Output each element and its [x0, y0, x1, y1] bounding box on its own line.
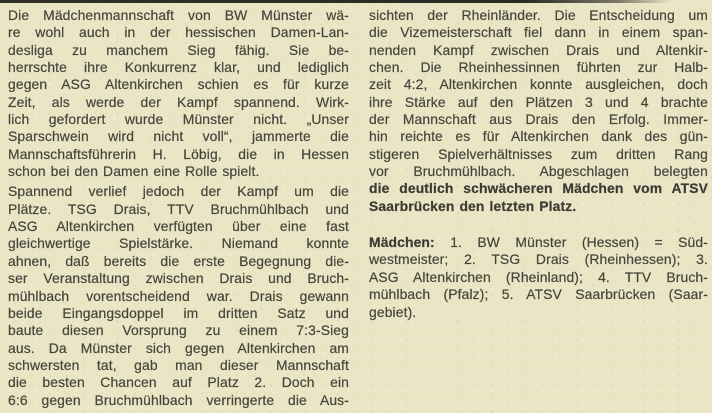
text-line [369, 180, 708, 197]
text-line [369, 111, 708, 128]
text-line [369, 163, 708, 180]
text-segment: ihre Stärke auf den Plätzen 3 und 4 brachte [369, 93, 708, 110]
bold-text-segment: Mädchen: [369, 234, 435, 251]
bold-text-segment: Saarbrücken den letzten Platz. [369, 197, 577, 214]
text-line [8, 270, 349, 287]
text-line [369, 24, 708, 41]
text-line [369, 94, 708, 111]
text-line [8, 128, 349, 145]
text-line [8, 7, 349, 24]
text-segment: mühlbach (Pfalz); 5. ATSV Saarbrücken (Saar- [369, 286, 708, 303]
top-rule [0, 0, 672, 3]
text-line [8, 163, 349, 180]
text-segment: zeit 4:2, Altenkirchen konnte ausgleichen, doch [369, 76, 708, 93]
text-line [8, 183, 349, 200]
text-line [369, 286, 708, 303]
paragraph [8, 7, 349, 180]
text-segment: Zeit, als werde der Kampf spannend. Wirk- [8, 93, 349, 110]
text-line [8, 218, 349, 235]
paragraph [8, 183, 349, 408]
bold-text-segment: die deutlich schwächeren Mädchen vom ATSV [369, 180, 708, 197]
paragraph [369, 234, 708, 321]
text-segment: beide Eingangsdoppel im dritten Satz und [8, 304, 349, 321]
paragraph [369, 7, 708, 215]
text-line [369, 198, 708, 215]
text-line [8, 76, 349, 93]
text-line [8, 305, 349, 322]
text-line [8, 340, 349, 357]
text-segment: herrschte ihre Konkurrenz klar, und lediglich [8, 59, 349, 76]
text-line [8, 322, 349, 339]
text-segment: aus. Da Münster sich gegen Altenkirchen am [8, 339, 349, 356]
text-line [369, 146, 708, 163]
text-line [8, 42, 349, 59]
text-line [369, 128, 708, 145]
text-line [369, 269, 708, 286]
text-segment: gegen ASG Altenkirchen schien es für kurze [8, 76, 349, 93]
text-segment: gebiet). [369, 303, 417, 320]
text-line [369, 234, 708, 251]
text-segment: der Mannschaft aus Drais den Erfolg. Immer- [369, 111, 708, 128]
text-segment: 6:6 gegen Bruchmühlbach verringerte die Aus- [8, 391, 349, 408]
text-line [8, 59, 349, 76]
text-line [369, 251, 708, 268]
text-line [369, 304, 708, 321]
text-line [8, 374, 349, 391]
text-segment: lich gefordert wurde Münster nicht. „Unser [8, 111, 349, 128]
text-column-right [369, 7, 708, 409]
text-segment: baute diesen Vorsprung zu einem 7:3-Sieg [8, 322, 349, 339]
text-segment: westmeister; 2. TSG Drais (Rheinhessen); 3. [369, 251, 708, 268]
text-line [369, 59, 708, 76]
text-segment: die Vizemeisterschaft fiel dann in einem span- [369, 24, 708, 41]
text-line [369, 42, 708, 59]
text-segment: Spannend verlief jedoch der Kampf um die [8, 183, 349, 200]
text-segment: Die Mädchenmannschaft von BW Münster wä- [8, 7, 349, 23]
text-segment: Plätze. TSG Drais, TTV Bruchmühlbach und [8, 200, 349, 217]
text-segment: gleichwertige Spielstärke. Niemand konnte [8, 235, 349, 252]
text-segment: hin reichte es für Altenkirchen dank des gün- [369, 128, 708, 145]
text-line [369, 7, 708, 24]
text-segment: sichten der Rheinländer. Die Entscheidung um [369, 7, 708, 23]
text-segment: nenden Kampf zwischen Drais und Altenkir- [369, 41, 708, 58]
text-segment: Sparschwein wird nicht voll“, jammerte die [8, 128, 349, 145]
text-segment: ASG Altenkirchen verfügten über eine fast [8, 218, 349, 235]
text-line [8, 94, 349, 111]
text-line [8, 392, 349, 409]
text-segment: mühlbach vorentscheidend war. Drais gewann [8, 287, 349, 304]
text-segment: schon bei den Damen eine Rolle spielt. [8, 163, 260, 180]
text-segment: ahnen, daß bereits die erste Begegnung die- [8, 252, 349, 269]
text-line [8, 288, 349, 305]
text-column-left [8, 7, 349, 409]
text-segment: ASG Altenkirchen (Rheinland); 4. TTV Bruch- [369, 268, 708, 285]
text-line [8, 111, 349, 128]
text-line [8, 201, 349, 218]
text-line [8, 235, 349, 252]
text-segment: Mannschaftsführerin H. Löbig, die in Hessen [8, 145, 349, 162]
text-line [8, 24, 349, 41]
text-line [369, 76, 708, 93]
text-line [8, 253, 349, 270]
text-segment: vor Bruchmühlbach. Abgeschlagen belegten [369, 163, 708, 180]
text-segment: schwersten tat, gab man dieser Mannschaft [8, 356, 349, 373]
text-segment: ser Veranstaltung zwischen Drais und Bruch- [8, 270, 349, 287]
text-segment: 1. BW Münster (Hessen) = Süd- [434, 234, 708, 251]
text-segment: die besten Chancen auf Platz 2. Doch ein [8, 374, 349, 391]
text-segment: re wohl auch in der hessischen Damen-Lan- [8, 24, 349, 41]
text-segment: stigeren Spielverhältnisses zum dritten Rang [369, 145, 708, 162]
text-segment: chen. Die Rheinhessinnen führten zur Halb- [369, 59, 708, 76]
text-line [8, 146, 349, 163]
text-line [8, 357, 349, 374]
text-segment: desliga zu manchem Sieg fähig. Sie be- [8, 41, 349, 58]
